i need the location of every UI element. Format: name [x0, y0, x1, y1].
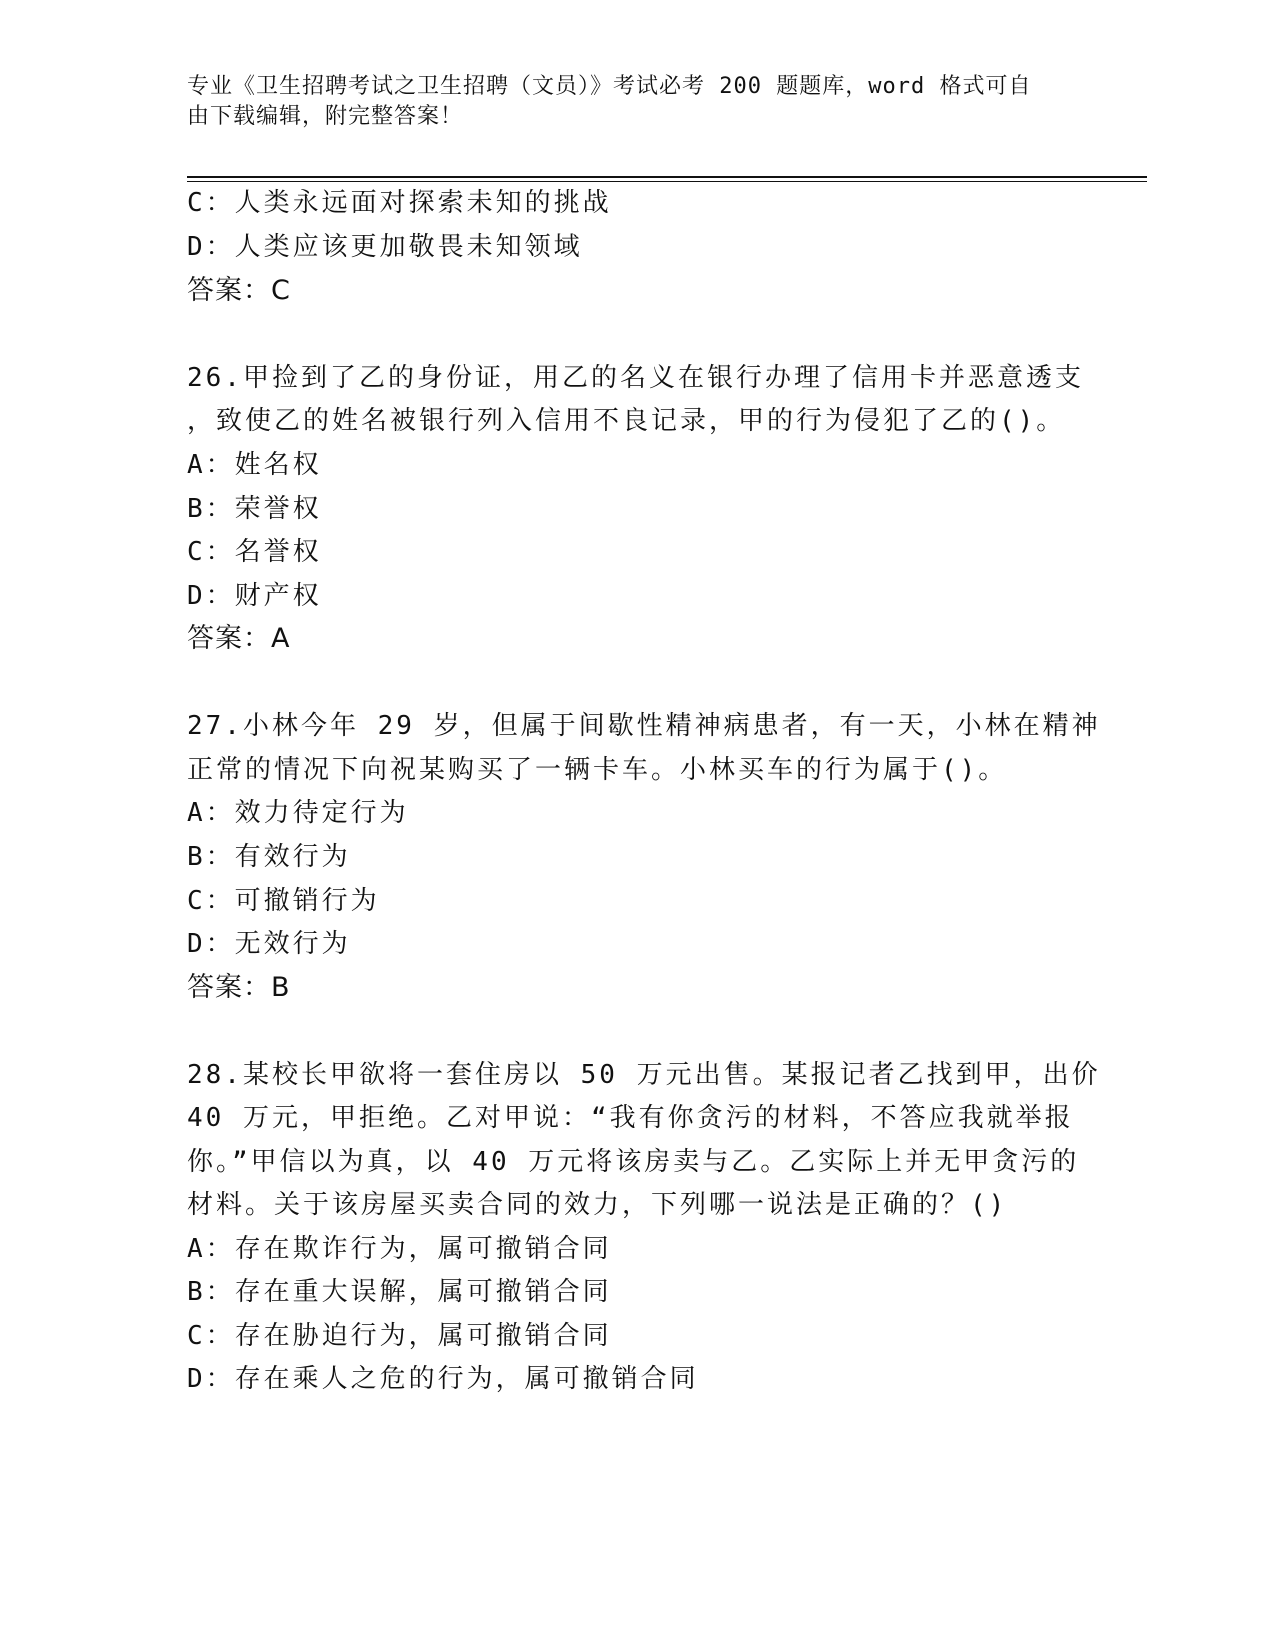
q26-option-d: D：财产权 — [187, 581, 322, 611]
q28-option-c: C：存在胁迫行为，属可撤销合同 — [187, 1321, 612, 1351]
q26-stem-line-1: 26.甲捡到了乙的身份证，用乙的名义在银行办理了信用卡并恶意透支 — [187, 363, 1084, 393]
q27-answer: 答案：B — [187, 972, 291, 1003]
q26-stem-line-2: ，致使乙的姓名被银行列入信用不良记录，甲的行为侵犯了乙的()。 — [187, 406, 1066, 436]
q27-option-b: B：有效行为 — [187, 842, 351, 872]
q26-option-a: A：姓名权 — [187, 450, 322, 480]
header-divider-thick — [187, 176, 1147, 178]
q27-option-a: A：效力待定行为 — [187, 798, 409, 828]
q27-stem-line-1: 27.小林今年 29 岁，但属于间歇性精神病患者，有一天，小林在精神 — [187, 711, 1101, 741]
q25-answer: 答案：C — [187, 275, 291, 306]
q26-option-b: B：荣誉权 — [187, 494, 322, 524]
q28-stem-line-4: 材料。关于该房屋买卖合同的效力，下列哪一说法是正确的？() — [187, 1190, 1008, 1220]
header-divider-thin — [187, 181, 1147, 182]
header-title-line-1: 专业《卫生招聘考试之卫生招聘（文员）》考试必考 200 题题库，word 格式可自 — [187, 74, 1032, 99]
q25-option-d: D：人类应该更加敬畏未知领域 — [187, 232, 583, 262]
q25-option-c: C：人类永远面对探索未知的挑战 — [187, 188, 612, 218]
q27-option-d: D：无效行为 — [187, 929, 351, 959]
q28-stem-line-2: 40 万元，甲拒绝。乙对甲说：“我有你贪污的材料，不答应我就举报 — [187, 1103, 1074, 1133]
q27-option-c: C：可撤销行为 — [187, 886, 380, 916]
document-header — [187, 72, 1067, 132]
header-title-line-2: 由下载编辑，附完整答案！ — [187, 104, 464, 129]
q26-answer: 答案：A — [187, 623, 291, 654]
q28-option-b: B：存在重大误解，属可撤销合同 — [187, 1277, 612, 1307]
q28-option-a: A：存在欺诈行为，属可撤销合同 — [187, 1234, 612, 1264]
q28-stem-line-3: 你。”甲信以为真，以 40 万元将该房卖与乙。乙实际上并无甲贪污的 — [187, 1147, 1080, 1177]
q28-stem-line-1: 28.某校长甲欲将一套住房以 50 万元出售。某报记者乙找到甲，出价 — [187, 1060, 1101, 1090]
q27-stem-line-2: 正常的情况下向祝某购买了一辆卡车。小林买车的行为属于()。 — [187, 755, 1008, 785]
q28-option-d: D：存在乘人之危的行为，属可撤销合同 — [187, 1364, 699, 1394]
q26-option-c: C：名誉权 — [187, 537, 322, 567]
